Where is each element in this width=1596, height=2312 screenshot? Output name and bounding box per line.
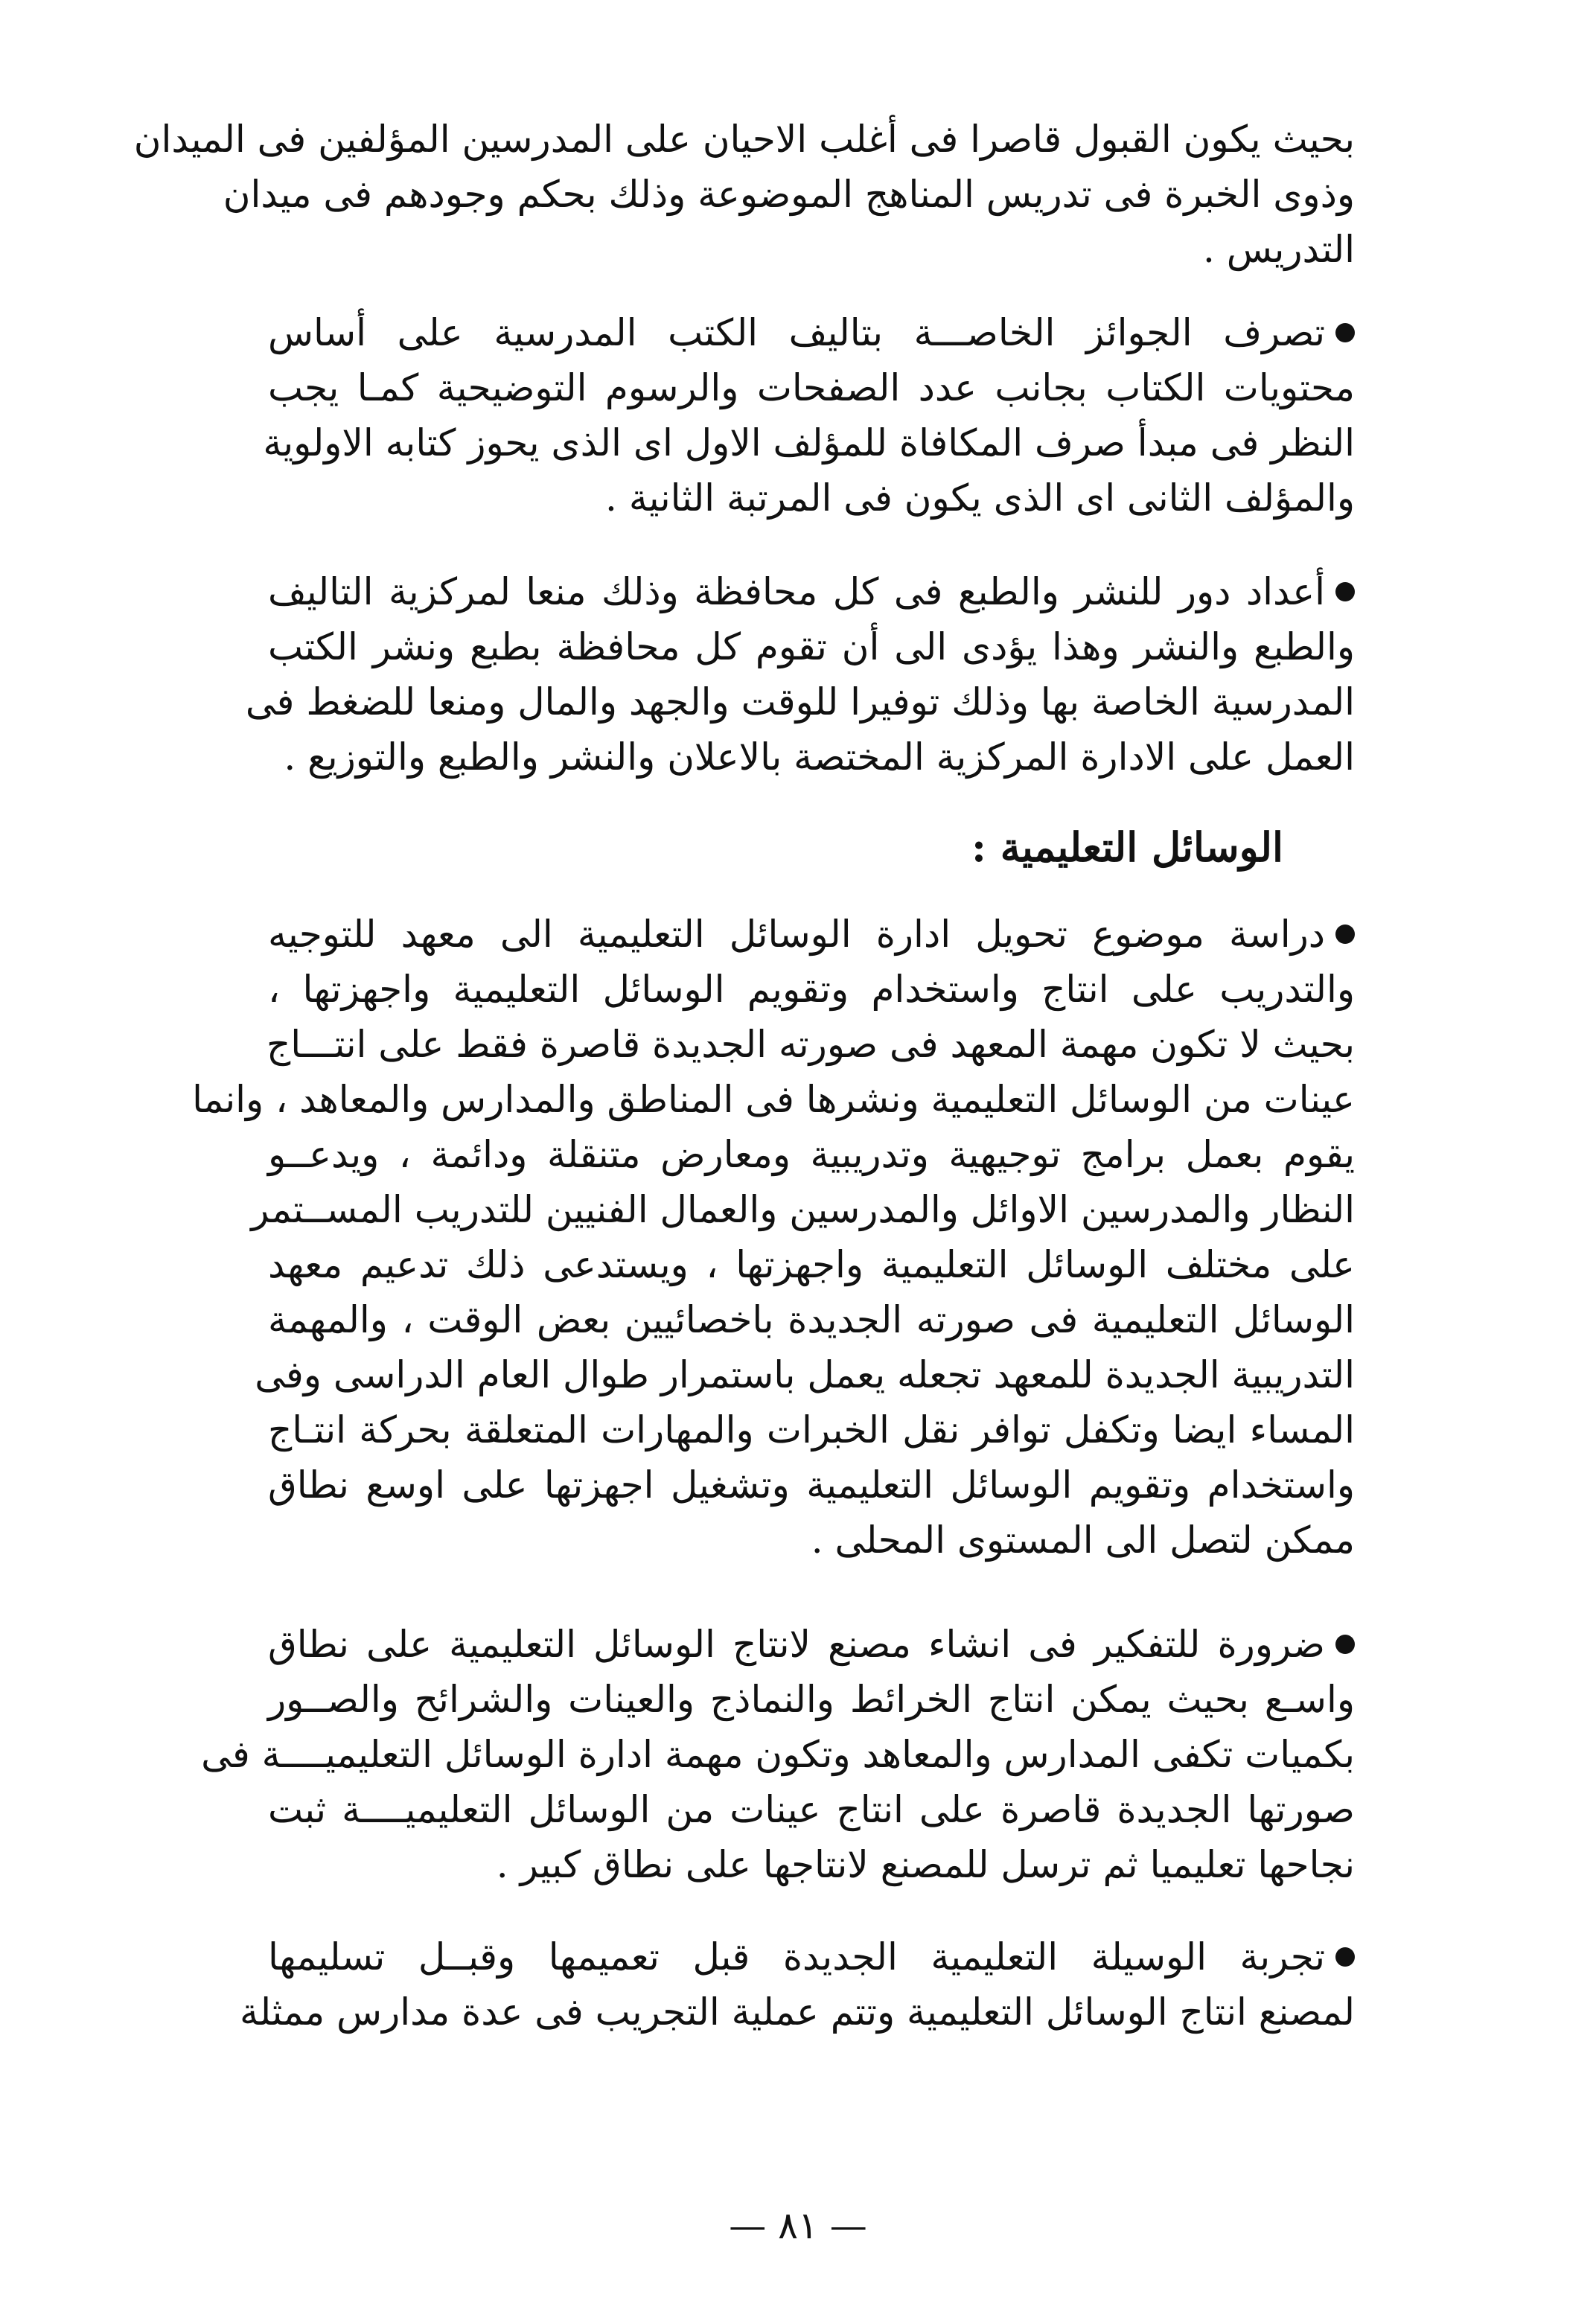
text-line: وذوى الخبرة فى تدريس المناهج الموضوعة وذلك بحكم وجودهم فى ميدان xyxy=(223,173,1355,216)
text-line: والمؤلف الثانى اى الذى يكون فى المرتبة الثانية . xyxy=(605,476,1355,520)
text-line: والطبع والنشر وهذا يؤدى الى أن تقوم كل محافظة بطبع ونشر الكتب xyxy=(268,625,1355,668)
text-line: على مختلف الوسائل التعليمية واجهزتها ، ويستدعى ذلك تدعيم معهد xyxy=(268,1243,1355,1286)
text-line: المدرسية الخاصة بها وذلك توفيرا للوقت والجهد والمال ومنعا للضغط فى xyxy=(245,680,1355,724)
text-line: النظار والمدرسين الاوائل والمدرسين والعمال الفنيين للتدريب المســتمر xyxy=(251,1188,1355,1231)
bullet-icon xyxy=(1335,1947,1355,1967)
bullet-icon xyxy=(1335,323,1355,342)
text-line: بحيث يكون القبول قاصرا فى أغلب الاحيان على المدرسين المؤلفين فى الميدان xyxy=(133,118,1355,161)
text-line: بحيث لا تكون مهمة المعهد فى صورته الجديدة قاصرة فقط على انتـــاج xyxy=(266,1023,1355,1066)
text-line: محتويات الكتاب بجانب عدد الصفحات والرسوم التوضيحية كمـا يجب xyxy=(268,366,1355,409)
page-number: — ٨١ — xyxy=(729,2204,867,2247)
text-line: بكميات تكفى المدارس والمعاهد وتكون مهمة ادارة الوسائل التعليميــــة فى xyxy=(201,1733,1355,1776)
text-line: صورتها الجديدة قاصرة على انتاج عينات من الوسائل التعليميــــة ثبت xyxy=(268,1788,1355,1831)
text-line: الوسائل التعليمية فى صورته الجديدة باخصائيين بعض الوقت ، والمهمة xyxy=(268,1298,1356,1341)
text-line: تصرف الجوائز الخاصـــة بتاليف الكتب المدرسية على أساس xyxy=(268,311,1325,354)
text-line: النظر فى مبدأ صرف المكافاة للمؤلف الاول اى الذى يحوز كتابه الاولوية xyxy=(263,421,1355,464)
paragraph-1 xyxy=(133,112,1355,277)
paragraph-3 xyxy=(245,564,1355,785)
section-heading: الوسائل التعليمية : xyxy=(971,823,1283,871)
bullet-icon xyxy=(1335,1635,1355,1654)
text-line: ممكن لتصل الى المستوى المحلى . xyxy=(811,1519,1355,1562)
text-line: العمل على الادارة المركزية المختصة بالاعلان والنشر والطبع والتوزيع . xyxy=(284,735,1355,779)
bullet-icon xyxy=(1335,582,1355,601)
text-line: يقوم بعمل برامج توجيهية وتدريبية ومعارض متنقلة ودائمة ، ويدعــو xyxy=(268,1133,1355,1176)
paragraph-2 xyxy=(263,305,1355,526)
text-line: عينات من الوسائل التعليمية ونشرها فى المناطق والمدارس والمعاهد ، وانما xyxy=(192,1078,1355,1121)
text-line: تجربة الوسيلة التعليمية الجديدة قبل تعميمها وقبــل تسليمها xyxy=(268,1935,1325,1979)
paragraph-6 xyxy=(240,1929,1355,2040)
text-line: لمصنع انتاج الوسائل التعليمية وتتم عملية التجريب فى عدة مدارس ممثلة xyxy=(240,1990,1355,2034)
text-line: التدريبية الجديدة للمعهد تجعله يعمل باستمرار طوال العام الدراسى وفى xyxy=(255,1353,1355,1396)
bullet-icon xyxy=(1335,925,1355,944)
text-line: دراسة موضوع تحويل ادارة الوسائل التعليمية الى معهد للتوجيه xyxy=(268,913,1325,956)
text-line: والتدريب على انتاج واستخدام وتقويم الوسائل التعليمية واجهزتها ، xyxy=(268,968,1355,1011)
text-line: نجاحها تعليميا ثم ترسل للمصنع لانتاجها على نطاق كبير . xyxy=(496,1843,1355,1886)
text-line: واسـع بحيث يمكن انتاج الخرائط والنماذج والعينات والشرائح والصــور xyxy=(268,1678,1355,1721)
text-line: ضرورة للتفكير فى انشاء مصنع لانتاج الوسائل التعليمية على نطاق xyxy=(268,1623,1325,1666)
text-line: التدريس . xyxy=(1202,228,1355,271)
paragraph-5 xyxy=(201,1617,1355,1892)
paragraph-4 xyxy=(192,907,1356,1568)
text-line: واستخدام وتقويم الوسائل التعليمية وتشغيل اجهزتها على اوسع نطاق xyxy=(268,1463,1355,1507)
text-line: المساء ايضا وتكفل توافر نقل الخبرات والمهارات المتعلقة بحركة انتـاج xyxy=(268,1408,1355,1452)
text-line: أعداد دور للنشر والطبع فى كل محافظة وذلك منعا لمركزية التاليف xyxy=(268,570,1325,613)
